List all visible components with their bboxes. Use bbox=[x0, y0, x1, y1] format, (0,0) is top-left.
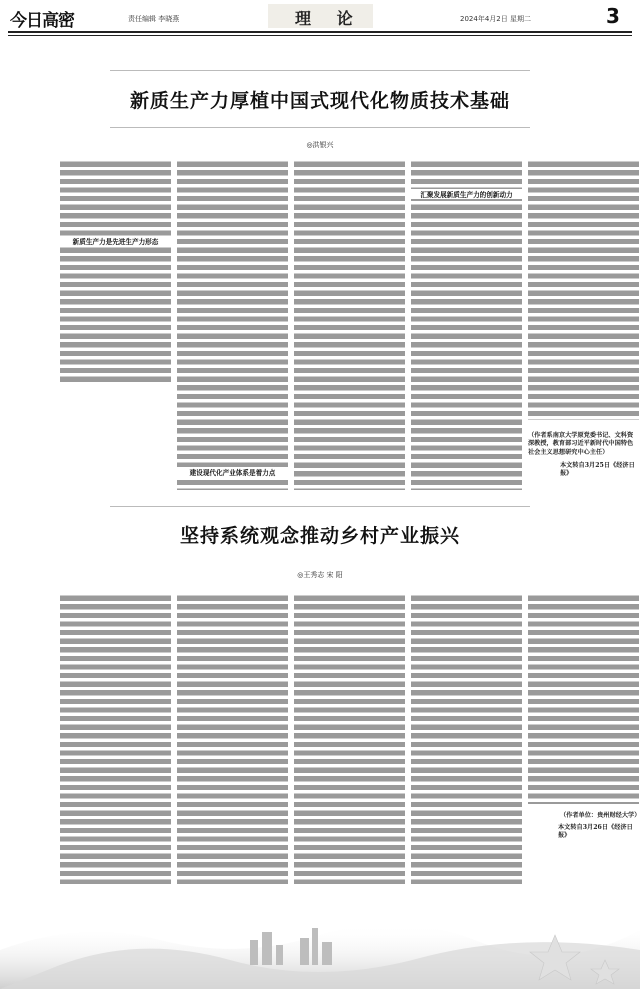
article1-column-4 bbox=[411, 160, 522, 490]
article2-source: 本文转自3月26日《经济日报》 bbox=[558, 824, 633, 840]
divider bbox=[110, 506, 530, 507]
text-block bbox=[60, 594, 171, 884]
masthead-rule bbox=[8, 31, 632, 33]
article1-author-note: （作者系南京大学原党委书记、文科资深教授，教育部习近平新时代中国特色社会主义思想研究中心主任） bbox=[528, 432, 634, 456]
text-block bbox=[60, 160, 171, 385]
article2-byline: ◎王秀志 宋 阳 bbox=[297, 571, 343, 579]
text-block bbox=[411, 160, 522, 490]
divider bbox=[110, 127, 530, 128]
article2-title: 坚持系统观念推动乡村产业振兴 bbox=[179, 525, 460, 547]
article2-column-1 bbox=[60, 594, 171, 884]
text-block bbox=[294, 160, 405, 490]
article2-column-3 bbox=[294, 594, 405, 884]
footer-landscape-illustration bbox=[0, 880, 640, 989]
article1-column-1 bbox=[60, 160, 171, 385]
text-block bbox=[528, 160, 639, 420]
editor-credit: 责任编辑 李晓燕 bbox=[128, 15, 180, 23]
article1-subhead-1: 新质生产力是先进生产力形态 bbox=[60, 236, 171, 246]
text-block bbox=[177, 160, 288, 490]
article2-author-note: （作者单位：贵州财经大学） bbox=[560, 812, 640, 819]
article1-title: 新质生产力厚植中国式现代化物质技术基础 bbox=[129, 90, 510, 112]
newspaper-logo: 今日高密 bbox=[10, 11, 74, 31]
article1-source: 本文转自3月25日《经济日报》 bbox=[560, 462, 635, 478]
article2-column-4 bbox=[411, 594, 522, 884]
article1-subhead-3: 汇聚发展新质生产力的创新动力 bbox=[411, 189, 522, 199]
article1-column-2 bbox=[177, 160, 288, 490]
divider bbox=[110, 70, 530, 71]
section-title: 理 论 bbox=[295, 9, 363, 28]
article2-column-2 bbox=[177, 594, 288, 884]
text-block bbox=[294, 594, 405, 884]
issue-date: 2024年4月2日 星期二 bbox=[460, 15, 531, 23]
masthead-rule-thin bbox=[8, 35, 632, 36]
article1-column-3 bbox=[294, 160, 405, 490]
article2-column-5 bbox=[528, 594, 639, 804]
masthead bbox=[0, 0, 640, 34]
article1-byline: ◎洪银兴 bbox=[306, 141, 334, 149]
page-number: 3 bbox=[606, 4, 620, 28]
text-block bbox=[177, 594, 288, 884]
article1-column-5 bbox=[528, 160, 639, 420]
article1-subhead-2: 建设现代化产业体系是着力点 bbox=[177, 467, 288, 477]
text-block bbox=[528, 594, 639, 804]
text-block bbox=[411, 594, 522, 884]
